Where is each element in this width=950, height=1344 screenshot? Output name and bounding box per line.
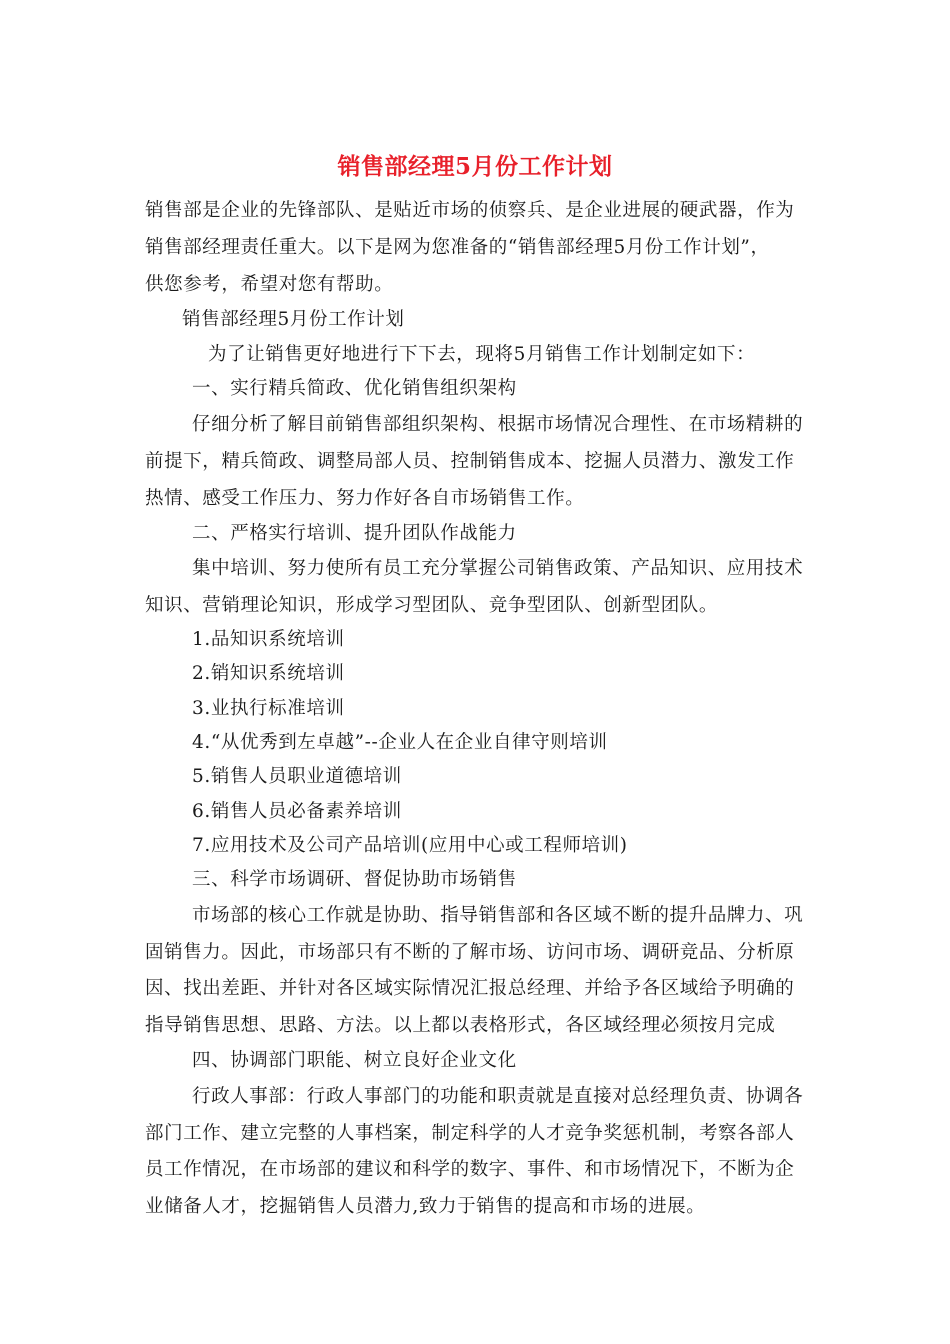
training-item-7: 7.应用技术及公司产品培训(应用中心或工程师培训) [192, 835, 628, 856]
training-item-5: 5.销售人员职业道德培训 [192, 766, 402, 787]
lead-paragraph: 为了让销售更好地进行下下去，现将5月销售工作计划制定如下： [208, 344, 756, 365]
section-3-line-3: 因、找出差距、并针对各区域实际情况汇报总经理、并给予各区域给予明确的 [145, 978, 795, 999]
section-1-heading: 一、实行精兵简政、优化销售组织架构 [192, 378, 517, 399]
section-3-line-4: 指导销售思想、思路、方法。以上都以表格形式，各区域经理必须按月完成 [145, 1015, 776, 1036]
document-title: 销售部经理5月份工作计划 [337, 153, 613, 180]
section-4-line-4: 业储备人才，挖掘销售人员潜力,致力于销售的提高和市场的进展。 [145, 1196, 706, 1217]
section-3-heading: 三、科学市场调研、督促协助市场销售 [192, 869, 517, 890]
training-item-1: 1.品知识系统培训 [192, 629, 345, 650]
section-1-line-2: 前提下，精兵简政、调整局部人员、控制销售成本、挖掘人员潜力、激发工作 [145, 451, 795, 472]
training-item-3: 3.业执行标准培训 [192, 698, 345, 719]
section-2-heading: 二、严格实行培训、提升团队作战能力 [192, 523, 517, 544]
training-item-6: 6.销售人员必备素养培训 [192, 801, 402, 822]
section-4-line-3: 员工作情况，在市场部的建议和科学的数字、事件、和市场情况下，不断为企 [145, 1159, 795, 1180]
section-3-line-1: 市场部的核心工作就是协助、指导销售部和各区域不断的提升品牌力、巩 [192, 905, 804, 926]
section-4-line-2: 部门工作、建立完整的人事档案，制定科学的人才竞争奖惩机制，考察各部人 [145, 1123, 795, 1144]
section-4-heading: 四、协调部门职能、树立良好企业文化 [192, 1050, 517, 1071]
intro-line-2: 销售部经理责任重大。以下是网为您准备的“销售部经理5月份工作计划”， [145, 237, 770, 258]
training-item-2: 2.销知识系统培训 [192, 663, 345, 684]
section-4-line-1: 行政人事部：行政人事部门的功能和职责就是直接对总经理负责、协调各 [192, 1086, 804, 1107]
training-item-4: 4.“从优秀到左卓越”--企业人在企业自律守则培训 [192, 732, 608, 753]
section-2-line-1: 集中培训、努力使所有员工充分掌握公司销售政策、产品知识、应用技术 [192, 558, 804, 579]
section-3-line-2: 固销售力。因此，市场部只有不断的了解市场、访问市场、调研竞品、分析原 [145, 942, 795, 963]
subtitle: 销售部经理5月份工作计划 [182, 309, 405, 330]
section-2-line-2: 知识、营销理论知识，形成学习型团队、竞争型团队、创新型团队。 [145, 595, 719, 616]
section-1-line-3: 热情、感受工作压力、努力作好各自市场销售工作。 [145, 488, 585, 509]
intro-line-3: 供您参考，希望对您有帮助。 [145, 274, 394, 295]
intro-line-1: 销售部是企业的先锋部队、是贴近市场的侦察兵、是企业进展的硬武器，作为 [145, 200, 795, 221]
section-1-line-1: 仔细分析了解目前销售部组织架构、根据市场情况合理性、在市场精耕的 [192, 414, 804, 435]
